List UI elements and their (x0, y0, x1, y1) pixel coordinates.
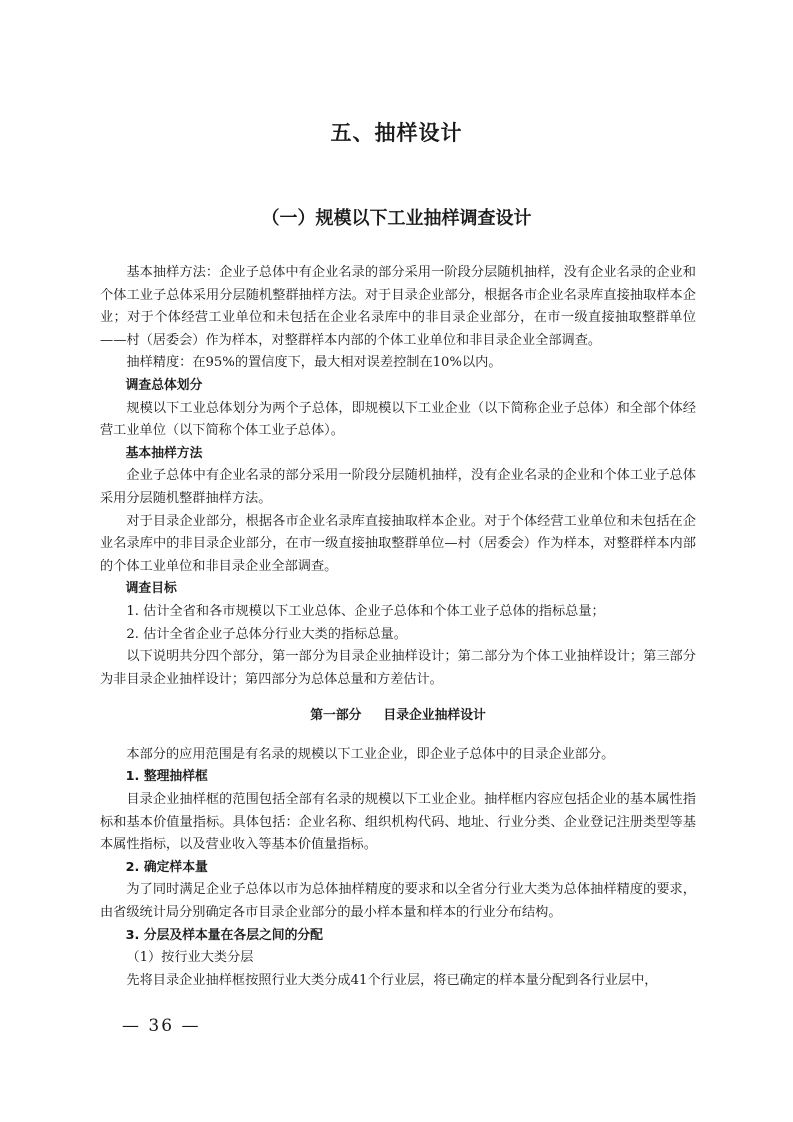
paragraph-outline: 以下说明共分四个部分，第一部分为目录企业抽样设计；第二部分为个体工业抽样设计；第三部分为非目录企业抽样设计；第四部分为总体总量和方差估计。 (100, 649, 696, 687)
heading-stratification: 3. 分层及样本量在各层之间的分配 (125, 927, 323, 943)
chapter-title: 五、抽样设计 (330, 121, 463, 145)
page-number: — 36 — (122, 1016, 201, 1036)
heading-survey-goals: 调查目标 (125, 581, 177, 597)
heading-population-division: 调查总体划分 (125, 377, 203, 393)
paragraph-sampling-method-1: 企业子总体中有企业名录的部分采用一阶段分层随机抽样，没有企业名录的企业和个体工业子总体采用分层随机整群抽样方法。 (100, 468, 696, 506)
paragraph-population-division: 规模以下工业总体划分为两个子总体，即规模以下工业企业（以下简称企业子总体）和全部个体经营工业单位（以下简称个体工业子总体）。 (100, 400, 696, 439)
paragraph-goal-1: 1. 估计全省和各市规模以下工业总体、企业子总体和个体工业子总体的指标总量； (126, 603, 605, 619)
paragraph-goal-2: 2. 估计全省企业子总体分行业大类的指标总量。 (126, 626, 407, 642)
paragraph-sampling-frame: 目录企业抽样框的范围包括全部有名录的规模以下工业企业。抽样框内容应包括企业的基本属性指标和基本价值量指标。具体包括：企业名称、组织机构代码、地址、行业分类、企业登记注册类型等基本属性指标，以及营业收入等基本价值量指标。 (100, 792, 696, 853)
heading-sample-size: 2. 确定样本量 (125, 859, 208, 875)
part-label: 第一部分 (310, 708, 362, 724)
body-text (100, 262, 696, 992)
paragraph-precision: 抽样精度：在95%的置信度下，最大相对误差控制在10%以内。 (126, 355, 502, 371)
heading-sampling-frame: 1. 整理抽样框 (125, 769, 208, 785)
part-title (100, 705, 696, 728)
heading-sampling-method: 基本抽样方法 (125, 445, 203, 461)
paragraph-scope: 本部分的应用范围是有名录的规模以下工业企业，即企业子总体中的目录企业部分。 (126, 746, 615, 762)
paragraph-sample-size: 为了同时满足企业子总体以市为总体抽样精度的要求和以全省分行业大类为总体抽样精度的要求，由省级统计局分别确定各市目录企业部分的最小样本量和样本的行业分布结构。 (100, 882, 696, 921)
paragraph-basic-method: 基本抽样方法：企业子总体中有企业名录的部分采用一阶段分层随机抽样，没有企业名录的企业和个体工业子总体采用分层随机整群抽样方法。对于目录企业部分，根据各市企业名录库直接抽取样本企业；对于个体经营工业单位和未包括在企业名录库中的非目录企业部分，在市一级直接抽取整群单位——村（居委会）作为样本，对整群样本内部的个体工业单位和非目录企业全部调查。 (100, 265, 696, 348)
subheading-industry-strata: （1）按行业大类分层 (126, 950, 254, 966)
part-text: 目录企业抽样设计 (383, 708, 486, 724)
paragraph-strata-allocation: 先将目录企业抽样框按照行业大类分成41个行业层，将已确定的样本量分配到各行业层中， (126, 972, 658, 988)
section-title: （一）规模以下工业抽样调查设计 (261, 208, 532, 229)
paragraph-sampling-method-2: 对于目录企业部分，根据各市企业名录库直接抽取样本企业。对于个体经营工业单位和未包括在企业名录库中的非目录企业部分，在市一级直接抽取整群单位—村（居委会）作为样本，对整群样本内部的个体工业单位和非目录企业全部调查。 (100, 513, 696, 574)
